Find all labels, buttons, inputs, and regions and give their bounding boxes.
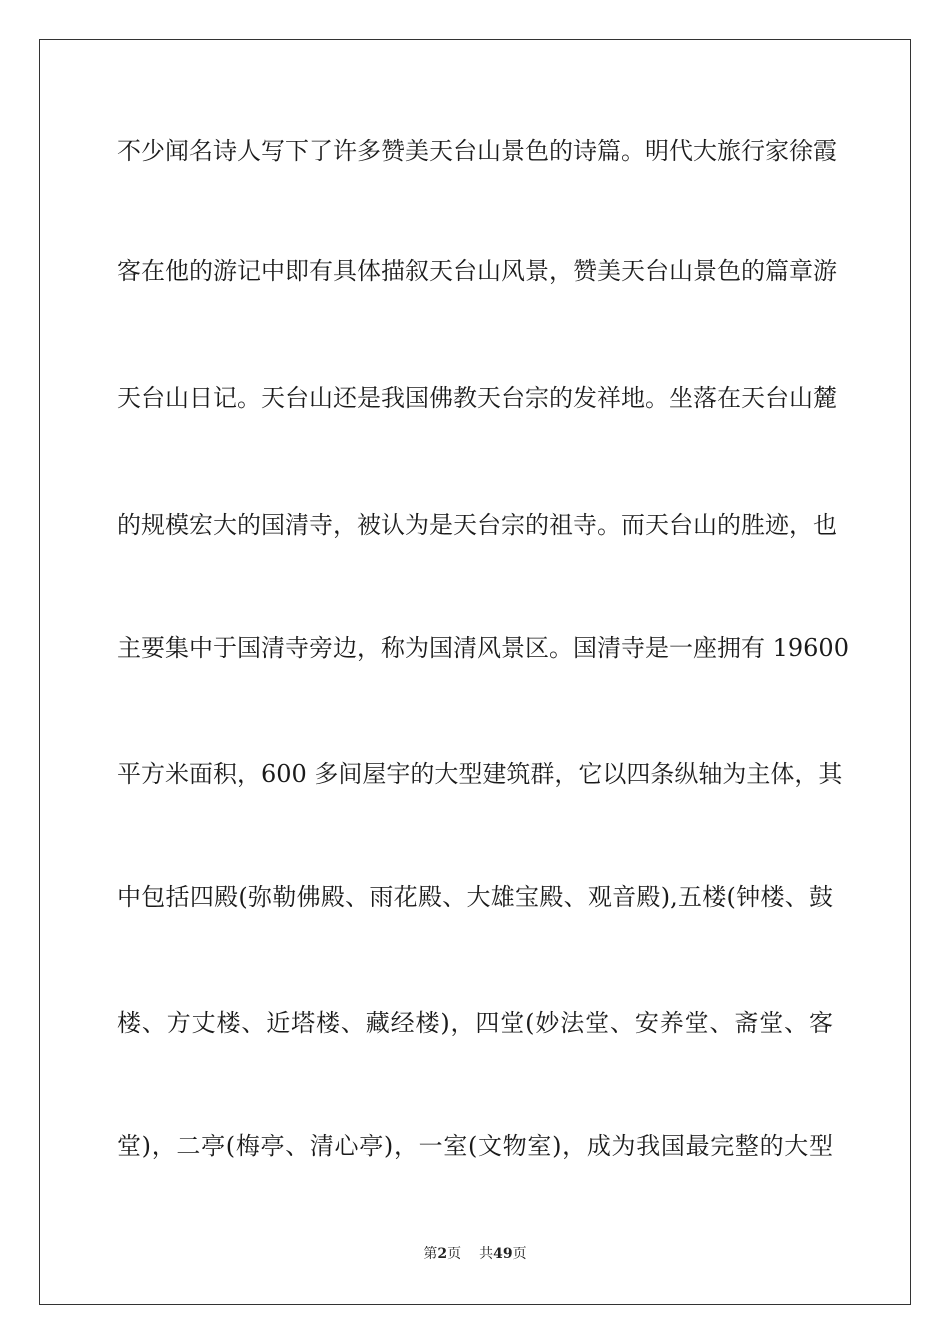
- text-line: 不少闻名诗人写下了许多赞美天台山景色的诗篇。明代大旅行家徐霞: [117, 137, 837, 165]
- page-footer: [0, 1244, 950, 1264]
- text-line: 天台山日记。天台山还是我国佛教天台宗的发祥地。坐落在天台山麓: [117, 384, 837, 412]
- text-line: 主要集中于国清寺旁边，称为国清风景区。国清寺是一座拥有 19600: [117, 634, 849, 662]
- page-suffix: 页: [447, 1246, 462, 1262]
- text-line: 平方米面积，600 多间屋宇的大型建筑群，它以四条纵轴为主体，其: [117, 760, 843, 788]
- page-number: 2: [437, 1246, 448, 1262]
- text-line: 堂)，二亭(梅亭、清心亭)，一室(文物室)，成为我国最完整的大型: [117, 1132, 833, 1160]
- page-border: [39, 39, 911, 1305]
- text-line: 客在他的游记中即有具体描叙天台山风景，赞美天台山景色的篇章游: [117, 257, 837, 285]
- total-pages: 49: [493, 1246, 513, 1262]
- text-line: 楼、方丈楼、近塔楼、藏经楼)，四堂(妙法堂、安养堂、斋堂、客: [117, 1009, 833, 1037]
- text-line: 中包括四殿(弥勒佛殿、雨花殿、大雄宝殿、观音殿),五楼(钟楼、鼓: [117, 883, 833, 911]
- page-prefix: 第: [423, 1246, 438, 1262]
- text-line: 的规模宏大的国清寺，被认为是天台宗的祖寺。而天台山的胜迹，也: [117, 511, 837, 539]
- total-suffix: 页: [512, 1246, 527, 1262]
- total-prefix: 共: [479, 1246, 494, 1262]
